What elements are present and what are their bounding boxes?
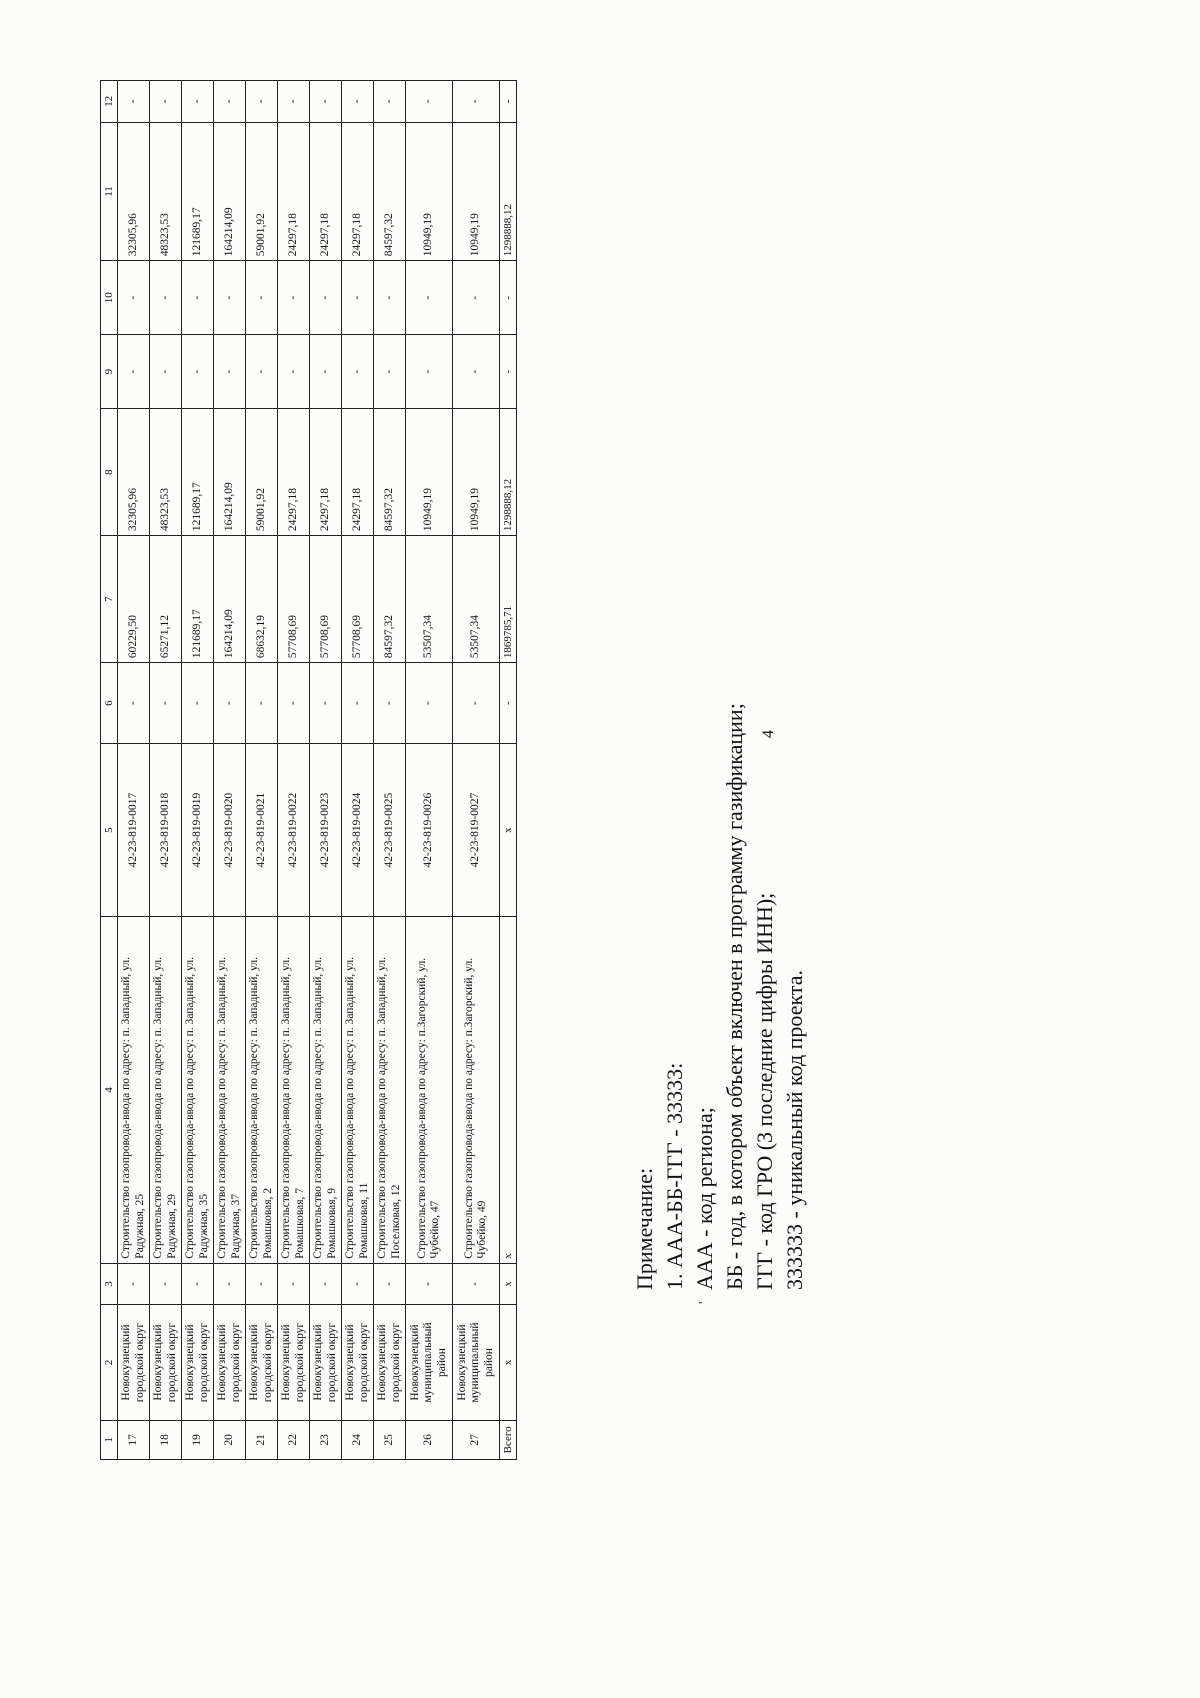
col12-value: - — [182, 81, 214, 123]
col3-value: - — [150, 1263, 182, 1305]
project-code: 42-23-819-0019 — [182, 743, 214, 916]
project-code: 42-23-819-0024 — [342, 743, 374, 916]
column-header: 8 — [101, 409, 118, 536]
col12-value: - — [246, 81, 278, 123]
col11-value: 24297,18 — [278, 122, 310, 261]
col10-value: - — [374, 261, 406, 335]
col7-value: 84597,32 — [374, 536, 406, 663]
col12-value: - — [310, 81, 342, 123]
row-number: 19 — [182, 1420, 214, 1459]
col3-value: - — [310, 1263, 342, 1305]
col7-value: 68632,19 — [246, 536, 278, 663]
col8-value: 24297,18 — [310, 409, 342, 536]
project-code: 42-23-819-0027 — [453, 743, 500, 916]
object-description: Строительство газопровода-ввода по адресу: п. Западный, ул. Радужная, 35 — [182, 917, 214, 1263]
total-project-code: x — [500, 743, 517, 916]
col7-value: 65271,12 — [150, 536, 182, 663]
col9-value: - — [406, 335, 453, 409]
row-number: 27 — [453, 1420, 500, 1459]
total-object-description: x — [500, 917, 517, 1263]
col3-value: - — [182, 1263, 214, 1305]
municipality: Новокузнецкий муниципальный район — [453, 1305, 500, 1420]
table-row — [278, 81, 310, 1460]
col6-value: - — [182, 663, 214, 744]
total-col11-value: 1298888,12 — [500, 122, 517, 261]
col7-value: 60229,50 — [118, 536, 150, 663]
page-number: 4 — [760, 730, 777, 738]
municipality: Новокузнецкий городской округ — [150, 1305, 182, 1420]
col11-value: 24297,18 — [310, 122, 342, 261]
col6-value: - — [374, 663, 406, 744]
municipality: Новокузнецкий городской округ — [246, 1305, 278, 1420]
note-line: ББ - год, в котором объект включен в программу газификации; — [722, 703, 747, 1290]
col6-value: - — [214, 663, 246, 744]
project-code: 42-23-819-0025 — [374, 743, 406, 916]
col8-value: 24297,18 — [342, 409, 374, 536]
table-row — [342, 81, 374, 1460]
col7-value: 164214,09 — [214, 536, 246, 663]
municipality: Новокузнецкий городской округ — [118, 1305, 150, 1420]
total-col10-value: - — [500, 261, 517, 335]
note-line: 1. ААА-ББ-ГГГ - 33333: — [662, 1062, 687, 1290]
object-description: Строительство газопровода-ввода по адресу: п. Западный, ул. Радужная, 37 — [214, 917, 246, 1263]
object-description: Строительство газопровода-ввода по адресу: п. Западный, ул. Ромашковая, 7 — [278, 917, 310, 1263]
table-row — [182, 81, 214, 1460]
rotated-table-frame — [100, 80, 580, 1460]
col8-value: 59001,92 — [246, 409, 278, 536]
object-description: Строительство газопровода-ввода по адресу: п.Загорский, ул. Чубейко, 49 — [453, 917, 500, 1263]
municipality: Новокузнецкий городской округ — [310, 1305, 342, 1420]
col6-value: - — [278, 663, 310, 744]
project-code: 42-23-819-0022 — [278, 743, 310, 916]
object-description: Строительство газопровода-ввода по адресу: п. Западный, ул. Поселковая, 12 — [374, 917, 406, 1263]
col11-value: 24297,18 — [342, 122, 374, 261]
col11-value: 48323,53 — [150, 122, 182, 261]
col6-value: - — [246, 663, 278, 744]
table-row — [118, 81, 150, 1460]
col3-value: - — [342, 1263, 374, 1305]
col9-value: - — [342, 335, 374, 409]
column-header: 3 — [101, 1263, 118, 1305]
col6-value: - — [310, 663, 342, 744]
column-header: 1 — [101, 1420, 118, 1459]
col8-value: 48323,53 — [150, 409, 182, 536]
col7-value: 57708,69 — [278, 536, 310, 663]
column-header: 7 — [101, 536, 118, 663]
col9-value: - — [150, 335, 182, 409]
total-col9-value: - — [500, 335, 517, 409]
col11-value: 59001,92 — [246, 122, 278, 261]
col10-value: - — [118, 261, 150, 335]
col10-value: - — [150, 261, 182, 335]
col10-value: - — [342, 261, 374, 335]
table-row — [310, 81, 342, 1460]
col11-value: 10949,19 — [453, 122, 500, 261]
row-number: 26 — [406, 1420, 453, 1459]
col7-value: 57708,69 — [310, 536, 342, 663]
municipality: Новокузнецкий городской округ — [214, 1305, 246, 1420]
col6-value: - — [406, 663, 453, 744]
col12-value: - — [214, 81, 246, 123]
col3-value: - — [406, 1263, 453, 1305]
municipality: Новокузнецкий муниципальный район — [406, 1305, 453, 1420]
object-description: Строительство газопровода-ввода по адресу: п. Западный, ул. Ромашковая, 2 — [246, 917, 278, 1263]
column-header: 11 — [101, 122, 118, 261]
col7-value: 53507,34 — [406, 536, 453, 663]
municipality: Новокузнецкий городской округ — [278, 1305, 310, 1420]
column-header: 12 — [101, 81, 118, 123]
col11-value: 32305,96 — [118, 122, 150, 261]
col11-value: 84597,32 — [374, 122, 406, 261]
column-header: 9 — [101, 335, 118, 409]
municipality: Новокузнецкий городской округ — [342, 1305, 374, 1420]
col6-value: - — [453, 663, 500, 744]
col12-value: - — [278, 81, 310, 123]
table-row — [406, 81, 453, 1460]
note-line: ГГГ - код ГРО (3 последние цифры ИНН); — [752, 892, 777, 1290]
note-line: ААА - код региона; — [692, 1107, 717, 1290]
object-description: Строительство газопровода-ввода по адресу: п.Загорский, ул. Чубейко, 47 — [406, 917, 453, 1263]
col8-value: 32305,96 — [118, 409, 150, 536]
col10-value: - — [246, 261, 278, 335]
col7-value: 57708,69 — [342, 536, 374, 663]
note-line: 333333 - уникальный код проекта. — [782, 969, 807, 1290]
col11-value: 164214,09 — [214, 122, 246, 261]
col12-value: - — [342, 81, 374, 123]
row-number: 22 — [278, 1420, 310, 1459]
col9-value: - — [374, 335, 406, 409]
stray-mark: ' — [697, 1301, 712, 1304]
col8-value: 84597,32 — [374, 409, 406, 536]
col9-value: - — [310, 335, 342, 409]
col11-value: 10949,19 — [406, 122, 453, 261]
column-header: 5 — [101, 743, 118, 916]
row-number: 17 — [118, 1420, 150, 1459]
total-col3-value: x — [500, 1263, 517, 1305]
col7-value: 53507,34 — [453, 536, 500, 663]
row-number: 20 — [214, 1420, 246, 1459]
object-description: Строительство газопровода-ввода по адресу: п. Западный, ул. Радужная, 25 — [118, 917, 150, 1263]
col9-value: - — [182, 335, 214, 409]
municipality: Новокузнецкий городской округ — [182, 1305, 214, 1420]
col11-value: 121689,17 — [182, 122, 214, 261]
object-description: Строительство газопровода-ввода по адресу: п. Западный, ул. Ромашковая, 11 — [342, 917, 374, 1263]
col10-value: - — [406, 261, 453, 335]
col8-value: 10949,19 — [406, 409, 453, 536]
col12-value: - — [150, 81, 182, 123]
col10-value: - — [182, 261, 214, 335]
col3-value: - — [214, 1263, 246, 1305]
col3-value: - — [453, 1263, 500, 1305]
project-code: 42-23-819-0021 — [246, 743, 278, 916]
col12-value: - — [453, 81, 500, 123]
row-number: 18 — [150, 1420, 182, 1459]
project-code: 42-23-819-0017 — [118, 743, 150, 916]
col9-value: - — [246, 335, 278, 409]
col8-value: 10949,19 — [453, 409, 500, 536]
col7-value: 121689,17 — [182, 536, 214, 663]
col10-value: - — [214, 261, 246, 335]
col6-value: - — [150, 663, 182, 744]
gasification-table — [100, 80, 517, 1460]
col8-value: 164214,09 — [214, 409, 246, 536]
project-code: 42-23-819-0023 — [310, 743, 342, 916]
row-number: 21 — [246, 1420, 278, 1459]
note-title: Примечание: — [632, 1167, 657, 1290]
col10-value: - — [310, 261, 342, 335]
col6-value: - — [342, 663, 374, 744]
total-col6-value: - — [500, 663, 517, 744]
total-row — [500, 81, 517, 1460]
table-row — [150, 81, 182, 1460]
object-description: Строительство газопровода-ввода по адресу: п. Западный, ул. Радужная, 29 — [150, 917, 182, 1263]
col9-value: - — [278, 335, 310, 409]
object-description: Строительство газопровода-ввода по адресу: п. Западный, ул. Ромашковая, 9 — [310, 917, 342, 1263]
col9-value: - — [118, 335, 150, 409]
total-col12-value: - — [500, 81, 517, 123]
column-header: 4 — [101, 917, 118, 1263]
col3-value: - — [374, 1263, 406, 1305]
project-code: 42-23-819-0026 — [406, 743, 453, 916]
col8-value: 24297,18 — [278, 409, 310, 536]
row-number: 24 — [342, 1420, 374, 1459]
note-block — [630, 590, 810, 1304]
table-row — [246, 81, 278, 1460]
col12-value: - — [118, 81, 150, 123]
table-row — [453, 81, 500, 1460]
col12-value: - — [406, 81, 453, 123]
table-row — [374, 81, 406, 1460]
table-row — [214, 81, 246, 1460]
row-number: 23 — [310, 1420, 342, 1459]
col10-value: - — [453, 261, 500, 335]
col8-value: 121689,17 — [182, 409, 214, 536]
col9-value: - — [214, 335, 246, 409]
total-municipality: x — [500, 1305, 517, 1420]
project-code: 42-23-819-0020 — [214, 743, 246, 916]
column-header: 2 — [101, 1305, 118, 1420]
total-col8-value: 1298888,12 — [500, 409, 517, 536]
col3-value: - — [246, 1263, 278, 1305]
total-row-number: Всего — [500, 1420, 517, 1459]
project-code: 42-23-819-0018 — [150, 743, 182, 916]
row-number: 25 — [374, 1420, 406, 1459]
col12-value: - — [374, 81, 406, 123]
col10-value: - — [278, 261, 310, 335]
table-header-row — [101, 81, 118, 1460]
col3-value: - — [118, 1263, 150, 1305]
municipality: Новокузнецкий городской округ — [374, 1305, 406, 1420]
total-col7-value: 1869785,71 — [500, 536, 517, 663]
col6-value: - — [118, 663, 150, 744]
col3-value: - — [278, 1263, 310, 1305]
column-header: 6 — [101, 663, 118, 744]
column-header: 10 — [101, 261, 118, 335]
col9-value: - — [453, 335, 500, 409]
